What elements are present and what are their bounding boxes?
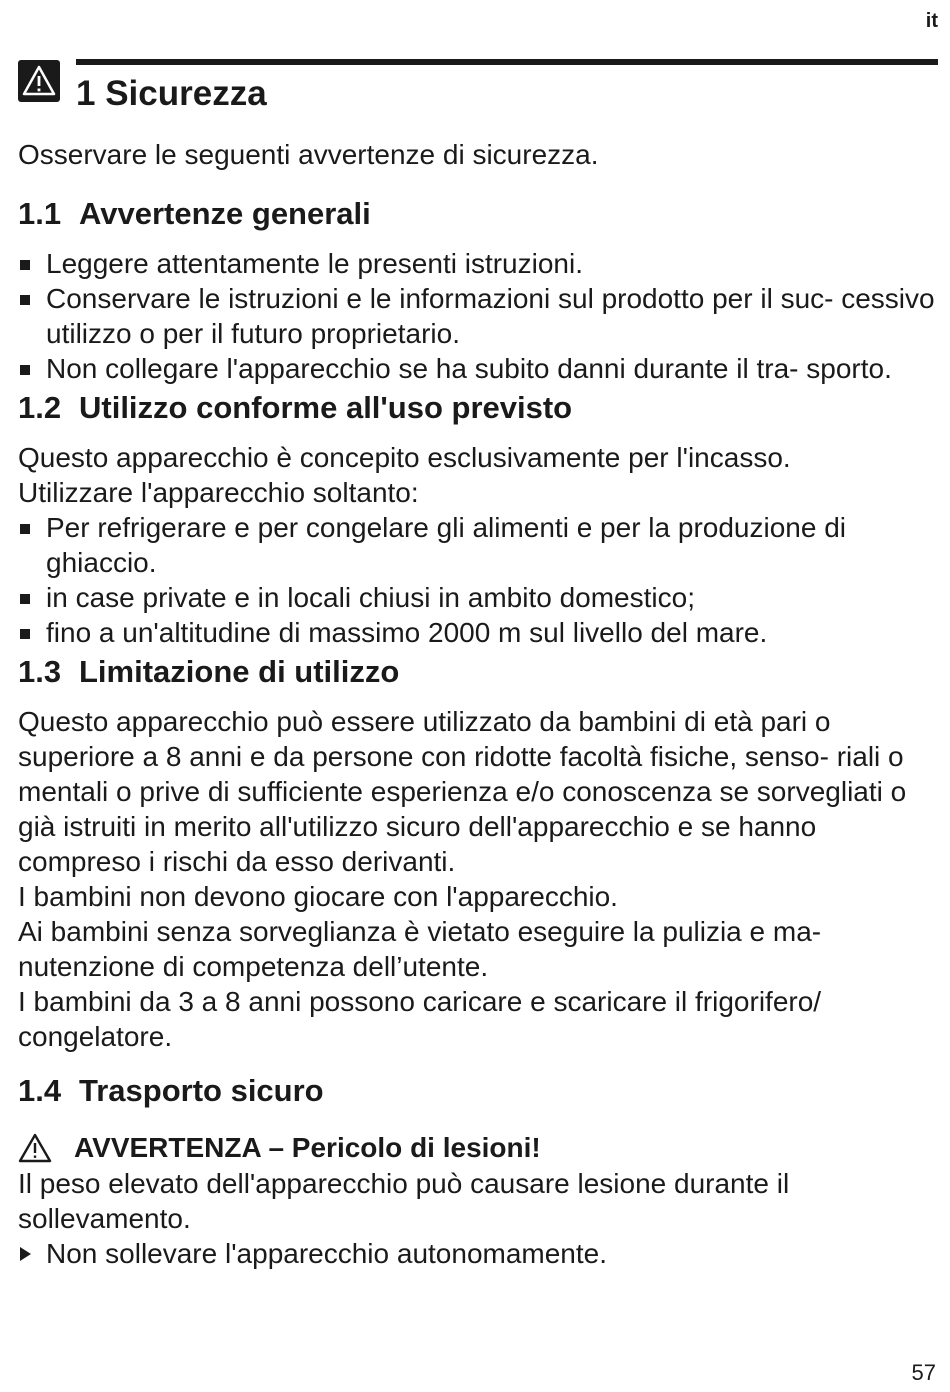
action-text: Non sollevare l'apparecchio autonomamente. [46, 1238, 608, 1269]
section-heading-general-warnings [18, 192, 938, 236]
list-item: Non collegare l'apparecchio se ha subito danni durante il tra- sporto. [18, 351, 938, 386]
section-title: Avvertenze generali [79, 196, 371, 231]
page-number: 57 [911, 1360, 936, 1385]
list-item: fino a un'altitudine di massimo 2000 m sul livello del mare. [18, 615, 938, 650]
warning-triangle-icon [18, 60, 60, 102]
section-title: Trasporto sicuro [79, 1073, 324, 1108]
chapter-rule [76, 59, 938, 65]
warning-heading [18, 1130, 938, 1166]
paragraph: Questo apparecchio può essere utilizzato da bambini di età pari o superiore a 8 anni e da persone con ridotte facoltà fisiche, senso- riali o mentali o prive di sufficiente esperienza e/o conoscenza se sorvegliati o già istruiti in merito all'utilizzo sicuro dell'apparecchio e se hanno compreso i rischi da esso derivanti. [18, 706, 907, 877]
intro-text: Osservare le seguenti avvertenze di sicurezza. [18, 139, 599, 170]
paragraph: I bambini non devono giocare con l'apparecchio. [18, 881, 618, 912]
warning-text: Il peso elevato dell'apparecchio può causare lesione durante il sollevamento. [18, 1168, 790, 1234]
warning-title: AVVERTENZA – Pericolo di lesioni! [74, 1132, 541, 1163]
language-code: it [925, 10, 938, 32]
list-item: Conservare le istruzioni e le informazioni sul prodotto per il suc- cessivo utilizzo o per il futuro proprietario. [18, 281, 938, 351]
intended-use-list [18, 510, 938, 650]
section-heading-usage-limitation [18, 650, 938, 694]
section-heading-safe-transport [18, 1069, 938, 1113]
section-number: 1.2 [18, 390, 62, 425]
list-item: in case private e in locali chiusi in ambito domestico; [18, 580, 938, 615]
chapter-title: 1 Sicurezza [76, 74, 267, 113]
section-number: 1.4 [18, 1073, 62, 1108]
general-warnings-list [18, 246, 938, 386]
section-title: Utilizzo conforme all'uso previsto [79, 390, 573, 425]
arrow-right-icon [20, 1247, 31, 1261]
section-heading-intended-use [18, 386, 938, 430]
paragraph: I bambini da 3 a 8 anni possono caricare e scaricare il frigorifero/ congelatore. [18, 986, 822, 1052]
list-item: Per refrigerare e per congelare gli alimenti e per la produzione di ghiaccio. [18, 510, 938, 580]
paragraph: Utilizzare l'apparecchio soltanto: [18, 477, 419, 508]
action-step [18, 1236, 938, 1271]
paragraph: Questo apparecchio è concepito esclusivamente per l'incasso. [18, 442, 791, 473]
section-number: 1.3 [18, 654, 62, 689]
section-title: Limitazione di utilizzo [79, 654, 400, 689]
paragraph: Ai bambini senza sorveglianza è vietato eseguire la pulizia e ma- nutenzione di competenza dell’utente. [18, 916, 822, 982]
warning-triangle-icon [18, 1133, 52, 1163]
list-item: Leggere attentamente le presenti istruzioni. [18, 246, 938, 281]
document-body [18, 137, 938, 1271]
section-number: 1.1 [18, 196, 62, 231]
